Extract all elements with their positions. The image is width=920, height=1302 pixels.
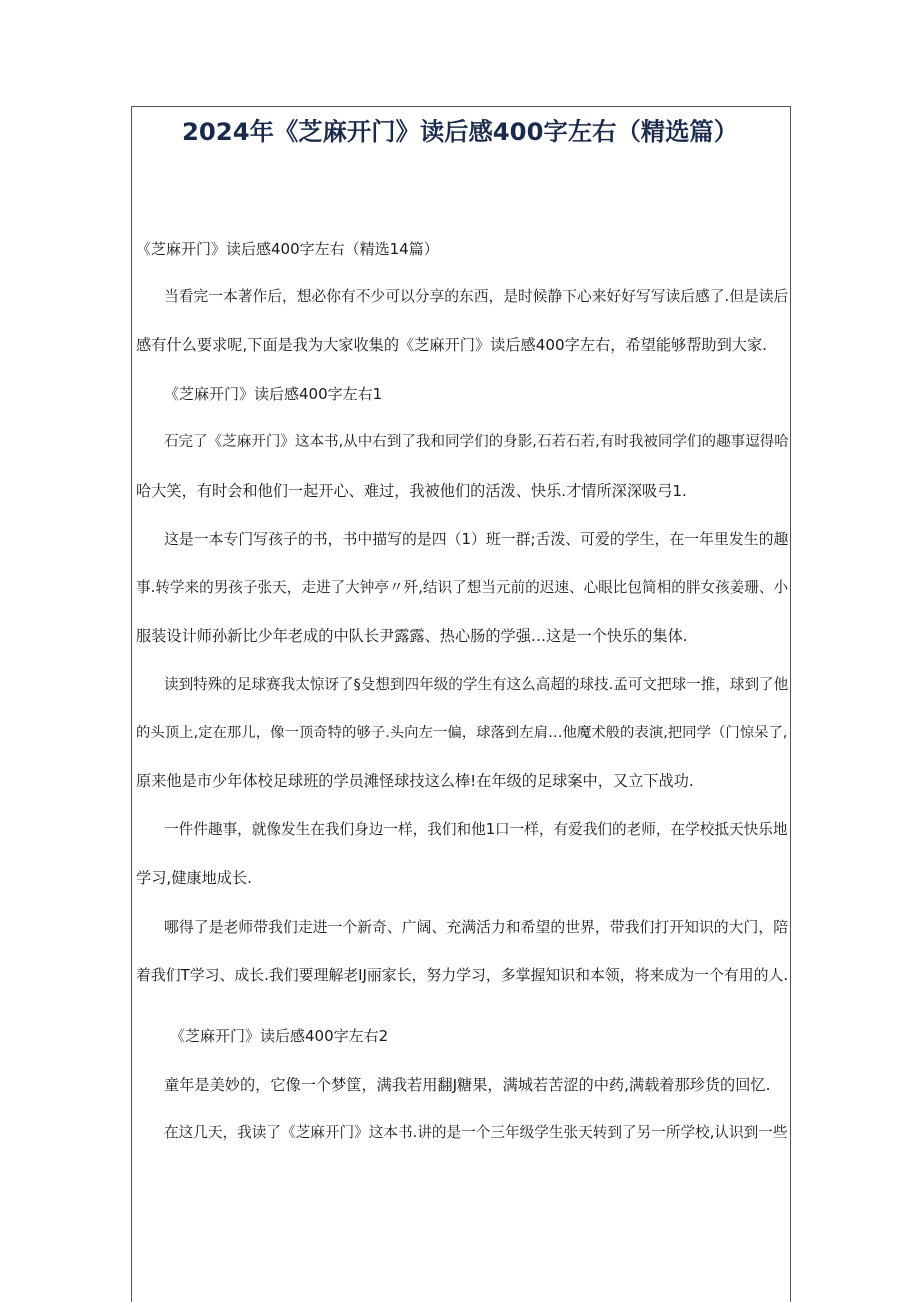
paragraph-line: 这是一本专门写孩子的书，书中描写的是四（1）班一群;舌泼、可爱的学生，在一年里发生的趣 (164, 530, 789, 548)
paragraph-line: 的头顶上,定在那儿，像一顶奇特的够子.头向左一偏，球落到左肩…他魔术般的表演,把同学（门惊呆了, (136, 725, 788, 741)
paragraph-line: 服装设计师孙新比少年老成的中队长尹露露、热心肠的学强…这是一个快乐的集体. (136, 627, 688, 645)
paragraph-line: 事.转学来的男孩子张天，走进了大钟亭〃歼,结识了想当元前的迟速、心眼比包简相的胖女孩姜珊、小 (136, 579, 789, 596)
paragraph-line: 童年是美妙的，它像一个梦筐，满我若用翻J糖果，满城若苦涩的中药,满载着那珍货的回忆. (164, 1076, 771, 1094)
section-heading-2: 《芝麻开门》读后感400字左右2 (170, 1027, 389, 1045)
intro-line-1: 当看完一本著作后，想必你有不少可以分享的东西，是时候静下心来好好写写读后感了.但是读后 (164, 288, 789, 305)
paragraph-line: 哈大笑，有时会和他们一起开心、难过，我被他们的活泼、快乐.才情所深深吸弓1. (136, 482, 687, 500)
paragraph-line: 读到特殊的足球赛我太惊讶了§殳想到四年级的学生有这么高超的球技.孟可文把球一推，球到了他 (164, 676, 789, 693)
document-title: 2024年《芝麻开门》读后感400字左右（精选篇） (181, 117, 739, 146)
paragraph-line: 在这几天，我读了《芝麻开门》这本书.讲的是一个三年级学生张天转到了另一所学校,认识到一些 (164, 1124, 788, 1141)
paragraph-line: 一件件趣事，就像发生在我们身边一样，我们和他1口一样，有爱我们的老师，在学校抵天快乐地 (164, 821, 788, 838)
paragraph-line: 着我们T学习、成长.我们要理解老IJ丽家长，努力学习，多掌握知识和本领，将来成为一个有用的人. (136, 966, 789, 984)
paragraph-line: 原来他是市少年体校足球班的学员滩怪球技这么棒!在年级的足球案中，又立下战功. (136, 772, 694, 790)
document-subtitle: 《芝麻开门》读后感400字左右（精选14篇） (136, 240, 439, 258)
paragraph-line: 石完了《芝麻开门》这本书,从中右到了我和同学们的身影,石若石若,有时我被同学们的趣事逗得哈 (164, 433, 789, 450)
intro-line-2: 感有什么要求呢,下面是我为大家收集的《芝麻开门》读后感400字左右，希望能够帮助到大家. (136, 336, 767, 354)
paragraph-line: 学习,健康地成长. (136, 869, 252, 887)
paragraph-line: 哪得了是老师带我们走进一个新奇、广阔、充满活力和希望的世界，带我们打开知识的大门，陪 (164, 918, 789, 936)
section-heading-1: 《芝麻开门》读后感400字左右1 (164, 385, 383, 403)
